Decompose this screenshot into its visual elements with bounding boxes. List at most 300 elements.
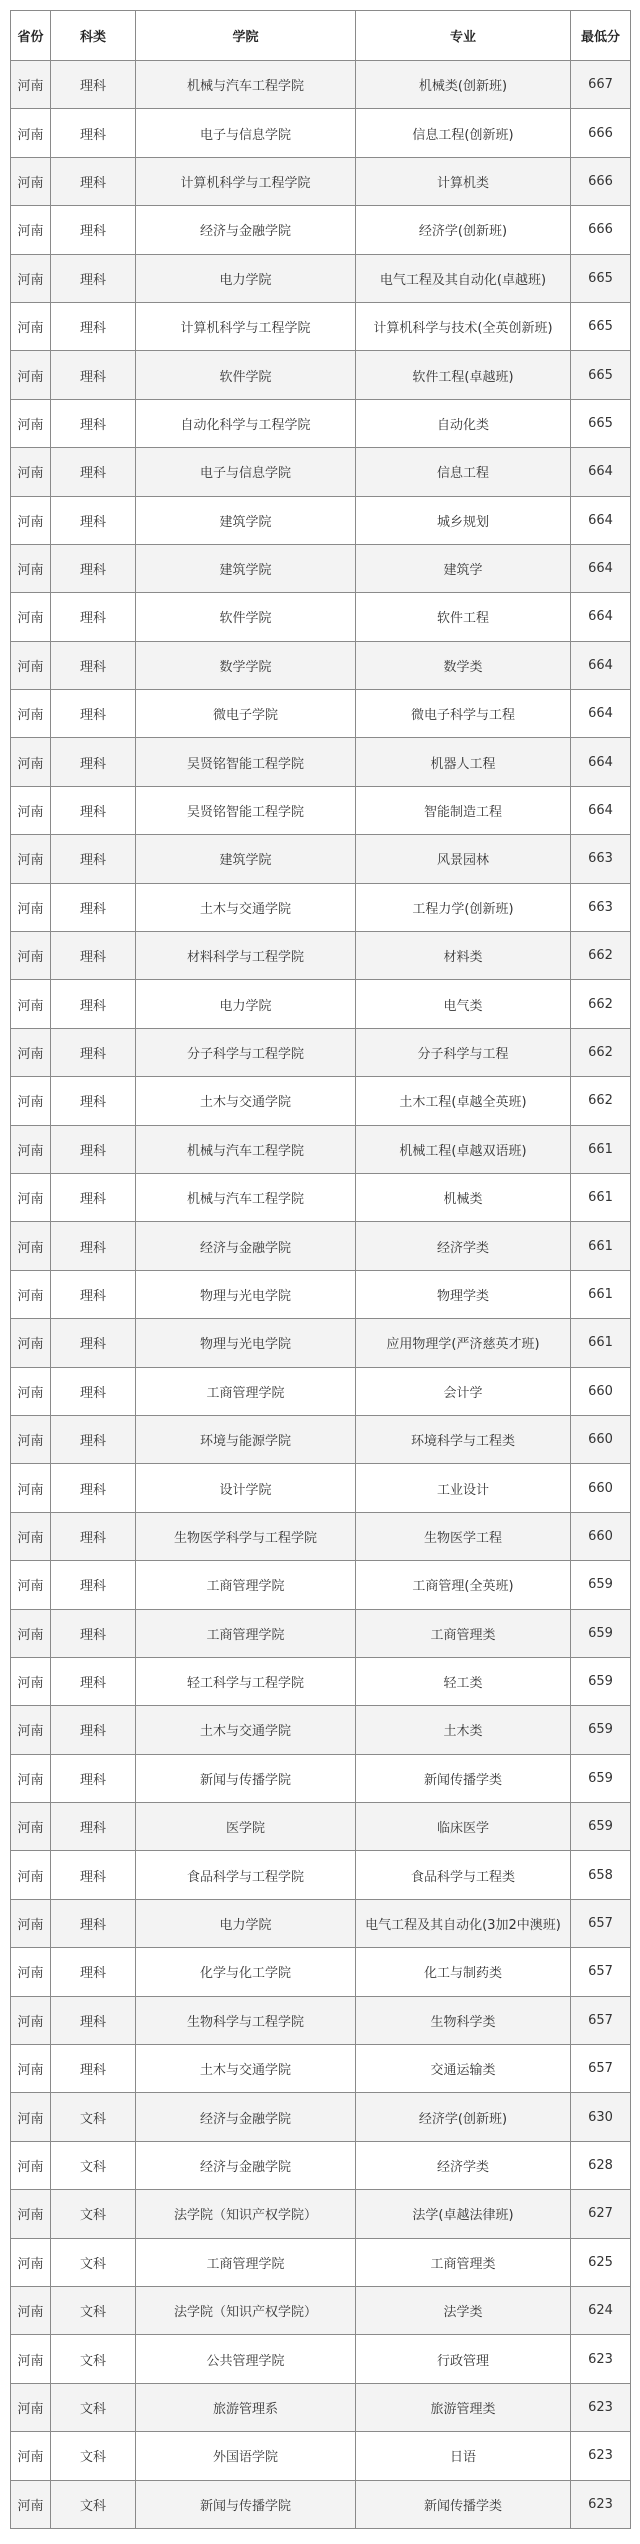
cell-major: 城乡规划 <box>356 496 571 544</box>
cell-major: 电气工程及其自动化(卓越班) <box>356 254 571 302</box>
table-row <box>11 2141 631 2189</box>
cell-school: 法学院（知识产权学院） <box>136 2286 356 2334</box>
cell-province: 河南 <box>11 1077 51 1125</box>
cell-major: 微电子科学与工程 <box>356 690 571 738</box>
cell-school: 物理与光电学院 <box>136 1319 356 1367</box>
cell-province: 河南 <box>11 835 51 883</box>
cell-province: 河南 <box>11 1561 51 1609</box>
cell-school: 化学与化工学院 <box>136 1948 356 1996</box>
cell-type: 理科 <box>51 1173 136 1221</box>
cell-school: 机械与汽车工程学院 <box>136 61 356 109</box>
cell-major: 工商管理(全英班) <box>356 1561 571 1609</box>
cell-type: 文科 <box>51 2335 136 2383</box>
cell-province: 河南 <box>11 1899 51 1947</box>
cell-province: 河南 <box>11 544 51 592</box>
table-row <box>11 2286 631 2334</box>
cell-school: 电子与信息学院 <box>136 109 356 157</box>
cell-type: 理科 <box>51 2045 136 2093</box>
table-row <box>11 351 631 399</box>
cell-school: 经济与金融学院 <box>136 2141 356 2189</box>
cell-major: 自动化类 <box>356 399 571 447</box>
cell-major: 工商管理类 <box>356 2238 571 2286</box>
table-row <box>11 1270 631 1318</box>
cell-min-score: 627 <box>571 2190 631 2238</box>
cell-min-score: 665 <box>571 302 631 350</box>
cell-min-score: 658 <box>571 1851 631 1899</box>
cell-type: 理科 <box>51 738 136 786</box>
cell-type: 理科 <box>51 980 136 1028</box>
cell-type: 理科 <box>51 302 136 350</box>
cell-school: 电力学院 <box>136 980 356 1028</box>
table-row <box>11 1561 631 1609</box>
cell-province: 河南 <box>11 2238 51 2286</box>
cell-type: 文科 <box>51 2432 136 2480</box>
cell-school: 外国语学院 <box>136 2432 356 2480</box>
cell-type: 文科 <box>51 2190 136 2238</box>
table-row <box>11 1899 631 1947</box>
cell-min-score: 630 <box>571 2093 631 2141</box>
table-row <box>11 2480 631 2528</box>
cell-type: 文科 <box>51 2480 136 2528</box>
cell-min-score: 666 <box>571 157 631 205</box>
cell-major: 交通运输类 <box>356 2045 571 2093</box>
cell-major: 工商管理类 <box>356 1609 571 1657</box>
cell-type: 理科 <box>51 1125 136 1173</box>
cell-type: 理科 <box>51 157 136 205</box>
cell-province: 河南 <box>11 109 51 157</box>
cell-province: 河南 <box>11 302 51 350</box>
table-row <box>11 2383 631 2431</box>
cell-min-score: 623 <box>571 2480 631 2528</box>
cell-major: 土木工程(卓越全英班) <box>356 1077 571 1125</box>
cell-min-score: 665 <box>571 399 631 447</box>
table-row <box>11 1173 631 1221</box>
cell-school: 轻工科学与工程学院 <box>136 1657 356 1705</box>
cell-school: 吴贤铭智能工程学院 <box>136 738 356 786</box>
cell-type: 理科 <box>51 1512 136 1560</box>
cell-min-score: 659 <box>571 1803 631 1851</box>
table-row <box>11 1851 631 1899</box>
cell-major: 电气工程及其自动化(3加2中澳班) <box>356 1899 571 1947</box>
cell-school: 土木与交通学院 <box>136 883 356 931</box>
cell-min-score: 660 <box>571 1464 631 1512</box>
table-row <box>11 1754 631 1802</box>
cell-min-score: 665 <box>571 351 631 399</box>
cell-type: 理科 <box>51 593 136 641</box>
cell-type: 理科 <box>51 1851 136 1899</box>
table-row <box>11 496 631 544</box>
cell-school: 建筑学院 <box>136 835 356 883</box>
cell-province: 河南 <box>11 2432 51 2480</box>
cell-min-score: 624 <box>571 2286 631 2334</box>
cell-province: 河南 <box>11 1415 51 1463</box>
cell-school: 计算机科学与工程学院 <box>136 157 356 205</box>
cell-major: 数学类 <box>356 641 571 689</box>
cell-major: 行政管理 <box>356 2335 571 2383</box>
cell-province: 河南 <box>11 1996 51 2044</box>
cell-min-score: 665 <box>571 254 631 302</box>
cell-major: 环境科学与工程类 <box>356 1415 571 1463</box>
cell-province: 河南 <box>11 1657 51 1705</box>
cell-type: 理科 <box>51 1319 136 1367</box>
cell-province: 河南 <box>11 690 51 738</box>
cell-school: 计算机科学与工程学院 <box>136 302 356 350</box>
cell-min-score: 664 <box>571 786 631 834</box>
cell-min-score: 659 <box>571 1706 631 1754</box>
table-row <box>11 1222 631 1270</box>
cell-min-score: 661 <box>571 1270 631 1318</box>
cell-major: 计算机类 <box>356 157 571 205</box>
cell-province: 河南 <box>11 1948 51 1996</box>
table-row <box>11 641 631 689</box>
cell-province: 河南 <box>11 641 51 689</box>
cell-province: 河南 <box>11 448 51 496</box>
cell-type: 理科 <box>51 1464 136 1512</box>
cell-school: 新闻与传播学院 <box>136 1754 356 1802</box>
cell-major: 智能制造工程 <box>356 786 571 834</box>
cell-province: 河南 <box>11 1754 51 1802</box>
cell-school: 旅游管理系 <box>136 2383 356 2431</box>
cell-major: 信息工程(创新班) <box>356 109 571 157</box>
cell-province: 河南 <box>11 1222 51 1270</box>
cell-major: 建筑学 <box>356 544 571 592</box>
cell-major: 旅游管理类 <box>356 2383 571 2431</box>
cell-school: 工商管理学院 <box>136 1367 356 1415</box>
cell-province: 河南 <box>11 932 51 980</box>
table-row <box>11 738 631 786</box>
table-row <box>11 883 631 931</box>
cell-school: 生物科学与工程学院 <box>136 1996 356 2044</box>
cell-major: 化工与制药类 <box>356 1948 571 1996</box>
cell-province: 河南 <box>11 883 51 931</box>
cell-major: 机械工程(卓越双语班) <box>356 1125 571 1173</box>
cell-province: 河南 <box>11 1270 51 1318</box>
cell-major: 工程力学(创新班) <box>356 883 571 931</box>
cell-major: 电气类 <box>356 980 571 1028</box>
table-row <box>11 2093 631 2141</box>
cell-min-score: 662 <box>571 1077 631 1125</box>
cell-school: 医学院 <box>136 1803 356 1851</box>
table-row <box>11 1464 631 1512</box>
cell-min-score: 666 <box>571 206 631 254</box>
cell-type: 理科 <box>51 1561 136 1609</box>
table-row <box>11 448 631 496</box>
table-row <box>11 835 631 883</box>
cell-type: 文科 <box>51 2383 136 2431</box>
table-row <box>11 2238 631 2286</box>
table-row <box>11 61 631 109</box>
cell-min-score: 623 <box>571 2335 631 2383</box>
cell-province: 河南 <box>11 2190 51 2238</box>
cell-type: 理科 <box>51 835 136 883</box>
header-school: 学院 <box>136 11 356 61</box>
cell-type: 理科 <box>51 1367 136 1415</box>
cell-type: 理科 <box>51 109 136 157</box>
cell-province: 河南 <box>11 351 51 399</box>
cell-major: 应用物理学(严济慈英才班) <box>356 1319 571 1367</box>
cell-min-score: 666 <box>571 109 631 157</box>
cell-province: 河南 <box>11 399 51 447</box>
cell-province: 河南 <box>11 593 51 641</box>
table-body <box>11 61 631 2529</box>
cell-province: 河南 <box>11 1609 51 1657</box>
cell-province: 河南 <box>11 496 51 544</box>
cell-min-score: 625 <box>571 2238 631 2286</box>
cell-school: 软件学院 <box>136 593 356 641</box>
cell-province: 河南 <box>11 157 51 205</box>
cell-type: 理科 <box>51 1899 136 1947</box>
cell-school: 经济与金融学院 <box>136 206 356 254</box>
table-row <box>11 2432 631 2480</box>
cell-province: 河南 <box>11 738 51 786</box>
table-row <box>11 1077 631 1125</box>
cell-type: 理科 <box>51 786 136 834</box>
cell-type: 理科 <box>51 1803 136 1851</box>
cell-min-score: 664 <box>571 593 631 641</box>
cell-province: 河南 <box>11 1028 51 1076</box>
cell-min-score: 659 <box>571 1609 631 1657</box>
cell-type: 理科 <box>51 61 136 109</box>
table-row <box>11 302 631 350</box>
cell-type: 理科 <box>51 448 136 496</box>
table-row <box>11 2190 631 2238</box>
cell-min-score: 664 <box>571 496 631 544</box>
cell-school: 材料科学与工程学院 <box>136 932 356 980</box>
cell-school: 设计学院 <box>136 1464 356 1512</box>
cell-province: 河南 <box>11 2480 51 2528</box>
cell-school: 土木与交通学院 <box>136 2045 356 2093</box>
cell-school: 环境与能源学院 <box>136 1415 356 1463</box>
cell-type: 理科 <box>51 206 136 254</box>
table-row <box>11 2335 631 2383</box>
cell-type: 理科 <box>51 690 136 738</box>
cell-major: 机械类 <box>356 1173 571 1221</box>
cell-major: 软件工程(卓越班) <box>356 351 571 399</box>
cell-type: 理科 <box>51 1222 136 1270</box>
cell-type: 文科 <box>51 2141 136 2189</box>
cell-min-score: 659 <box>571 1561 631 1609</box>
cell-min-score: 660 <box>571 1512 631 1560</box>
cell-school: 工商管理学院 <box>136 1561 356 1609</box>
cell-major: 新闻传播学类 <box>356 1754 571 1802</box>
table-row <box>11 1125 631 1173</box>
cell-major: 临床医学 <box>356 1803 571 1851</box>
cell-province: 河南 <box>11 2335 51 2383</box>
cell-school: 机械与汽车工程学院 <box>136 1125 356 1173</box>
cell-province: 河南 <box>11 1464 51 1512</box>
table-row <box>11 1706 631 1754</box>
cell-school: 物理与光电学院 <box>136 1270 356 1318</box>
cell-province: 河南 <box>11 206 51 254</box>
cell-type: 文科 <box>51 2093 136 2141</box>
cell-school: 电力学院 <box>136 1899 356 1947</box>
cell-major: 会计学 <box>356 1367 571 1415</box>
cell-major: 计算机科学与技术(全英创新班) <box>356 302 571 350</box>
cell-min-score: 662 <box>571 1028 631 1076</box>
cell-min-score: 661 <box>571 1222 631 1270</box>
header-major: 专业 <box>356 11 571 61</box>
cell-major: 法学(卓越法律班) <box>356 2190 571 2238</box>
table-row <box>11 254 631 302</box>
cell-province: 河南 <box>11 2286 51 2334</box>
table-row <box>11 690 631 738</box>
table-row <box>11 1319 631 1367</box>
cell-province: 河南 <box>11 1706 51 1754</box>
cell-type: 理科 <box>51 1657 136 1705</box>
table-row <box>11 1948 631 1996</box>
cell-type: 理科 <box>51 1754 136 1802</box>
cell-school: 微电子学院 <box>136 690 356 738</box>
cell-type: 理科 <box>51 641 136 689</box>
table-row <box>11 206 631 254</box>
cell-major: 轻工类 <box>356 1657 571 1705</box>
cell-min-score: 661 <box>571 1125 631 1173</box>
cell-major: 土木类 <box>356 1706 571 1754</box>
cell-school: 分子科学与工程学院 <box>136 1028 356 1076</box>
cell-major: 物理学类 <box>356 1270 571 1318</box>
cell-province: 河南 <box>11 2383 51 2431</box>
table-row <box>11 1803 631 1851</box>
cell-major: 经济学类 <box>356 2141 571 2189</box>
cell-type: 理科 <box>51 254 136 302</box>
cell-min-score: 657 <box>571 1899 631 1947</box>
table-header-row <box>11 11 631 61</box>
cell-min-score: 623 <box>571 2432 631 2480</box>
table-row <box>11 544 631 592</box>
cell-type: 理科 <box>51 1028 136 1076</box>
cell-major: 软件工程 <box>356 593 571 641</box>
cell-major: 日语 <box>356 2432 571 2480</box>
cell-major: 机械类(创新班) <box>356 61 571 109</box>
cell-major: 工业设计 <box>356 1464 571 1512</box>
cell-major: 经济学类 <box>356 1222 571 1270</box>
cell-major: 风景园林 <box>356 835 571 883</box>
cell-province: 河南 <box>11 1173 51 1221</box>
cell-min-score: 662 <box>571 932 631 980</box>
table-row <box>11 2045 631 2093</box>
header-type: 科类 <box>51 11 136 61</box>
cell-province: 河南 <box>11 786 51 834</box>
cell-min-score: 664 <box>571 448 631 496</box>
cell-type: 文科 <box>51 2286 136 2334</box>
cell-type: 理科 <box>51 351 136 399</box>
cell-school: 电子与信息学院 <box>136 448 356 496</box>
cell-min-score: 661 <box>571 1173 631 1221</box>
cell-school: 吴贤铭智能工程学院 <box>136 786 356 834</box>
cell-major: 生物科学类 <box>356 1996 571 2044</box>
table-row <box>11 1609 631 1657</box>
cell-school: 自动化科学与工程学院 <box>136 399 356 447</box>
cell-type: 理科 <box>51 1415 136 1463</box>
table-row <box>11 109 631 157</box>
table-row <box>11 1512 631 1560</box>
cell-province: 河南 <box>11 1851 51 1899</box>
table-row <box>11 157 631 205</box>
cell-school: 经济与金融学院 <box>136 1222 356 1270</box>
cell-major: 生物医学工程 <box>356 1512 571 1560</box>
cell-school: 电力学院 <box>136 254 356 302</box>
cell-type: 理科 <box>51 1609 136 1657</box>
cell-type: 文科 <box>51 2238 136 2286</box>
cell-min-score: 659 <box>571 1657 631 1705</box>
table-row <box>11 980 631 1028</box>
cell-min-score: 657 <box>571 1948 631 1996</box>
cell-school: 建筑学院 <box>136 496 356 544</box>
cell-min-score: 664 <box>571 738 631 786</box>
cell-min-score: 667 <box>571 61 631 109</box>
cell-major: 法学类 <box>356 2286 571 2334</box>
cell-type: 理科 <box>51 883 136 931</box>
table-row <box>11 593 631 641</box>
table-row <box>11 932 631 980</box>
cell-school: 软件学院 <box>136 351 356 399</box>
cell-province: 河南 <box>11 2093 51 2141</box>
cell-major: 分子科学与工程 <box>356 1028 571 1076</box>
cell-province: 河南 <box>11 1367 51 1415</box>
cell-type: 理科 <box>51 1077 136 1125</box>
cell-type: 理科 <box>51 1706 136 1754</box>
cell-school: 生物医学科学与工程学院 <box>136 1512 356 1560</box>
cell-school: 工商管理学院 <box>136 1609 356 1657</box>
cell-min-score: 663 <box>571 835 631 883</box>
cell-type: 理科 <box>51 496 136 544</box>
cell-major: 经济学(创新班) <box>356 206 571 254</box>
cell-type: 理科 <box>51 1996 136 2044</box>
cell-min-score: 664 <box>571 690 631 738</box>
header-province: 省份 <box>11 11 51 61</box>
cell-province: 河南 <box>11 2045 51 2093</box>
cell-min-score: 660 <box>571 1367 631 1415</box>
cell-major: 食品科学与工程类 <box>356 1851 571 1899</box>
cell-min-score: 657 <box>571 1996 631 2044</box>
cell-school: 公共管理学院 <box>136 2335 356 2383</box>
cell-min-score: 662 <box>571 980 631 1028</box>
cell-min-score: 657 <box>571 2045 631 2093</box>
table-row <box>11 786 631 834</box>
admission-scores-table <box>10 10 631 2529</box>
table-row <box>11 399 631 447</box>
cell-type: 理科 <box>51 399 136 447</box>
cell-major: 经济学(创新班) <box>356 2093 571 2141</box>
cell-min-score: 663 <box>571 883 631 931</box>
cell-school: 建筑学院 <box>136 544 356 592</box>
cell-min-score: 659 <box>571 1754 631 1802</box>
cell-min-score: 661 <box>571 1319 631 1367</box>
cell-min-score: 664 <box>571 641 631 689</box>
cell-major: 新闻传播学类 <box>356 2480 571 2528</box>
cell-school: 食品科学与工程学院 <box>136 1851 356 1899</box>
cell-province: 河南 <box>11 1319 51 1367</box>
cell-school: 法学院（知识产权学院） <box>136 2190 356 2238</box>
cell-school: 经济与金融学院 <box>136 2093 356 2141</box>
cell-school: 机械与汽车工程学院 <box>136 1173 356 1221</box>
cell-school: 新闻与传播学院 <box>136 2480 356 2528</box>
cell-min-score: 623 <box>571 2383 631 2431</box>
table-row <box>11 1415 631 1463</box>
cell-min-score: 664 <box>571 544 631 592</box>
cell-province: 河南 <box>11 980 51 1028</box>
table-row <box>11 1996 631 2044</box>
cell-province: 河南 <box>11 1125 51 1173</box>
cell-major: 信息工程 <box>356 448 571 496</box>
cell-province: 河南 <box>11 2141 51 2189</box>
cell-min-score: 628 <box>571 2141 631 2189</box>
cell-major: 机器人工程 <box>356 738 571 786</box>
cell-province: 河南 <box>11 61 51 109</box>
cell-type: 理科 <box>51 1270 136 1318</box>
cell-school: 工商管理学院 <box>136 2238 356 2286</box>
table-row <box>11 1028 631 1076</box>
